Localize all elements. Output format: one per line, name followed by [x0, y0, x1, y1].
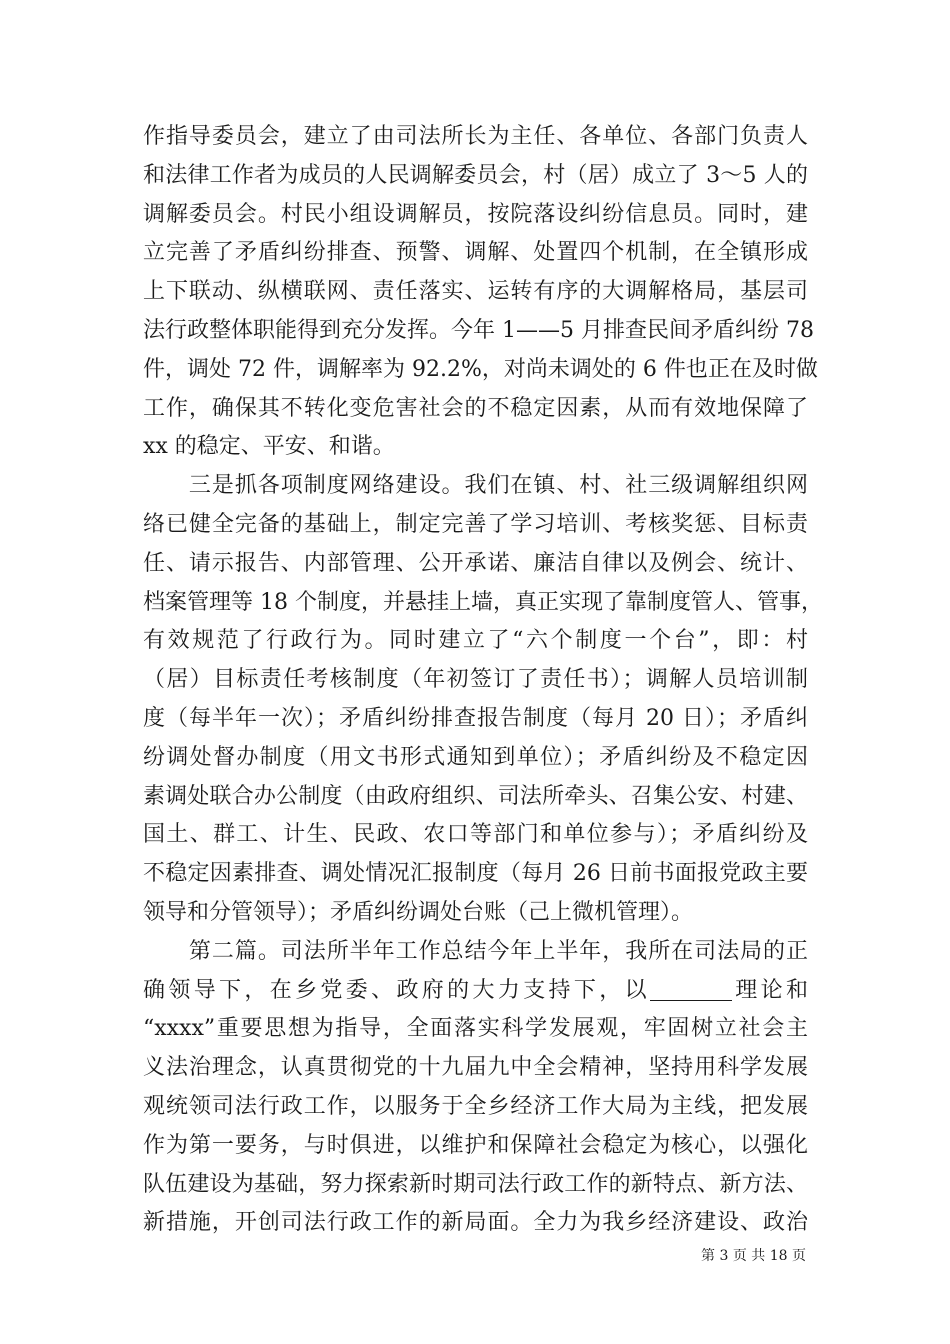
- text-line: 调解委员会。村民小组设调解员，按院落设纠纷信息员。同时，建: [143, 201, 808, 227]
- text-line-with-blank: [143, 972, 808, 1011]
- text-line: “xxxx”重要思想为指导，全面落实科学发展观，牢固树立社会主: [143, 1016, 808, 1042]
- text-line: 领导和分管领导）；矛盾纠纷调处台账（己上微机管理）。: [143, 899, 694, 925]
- text-line: 义法治理念，认真贯彻党的十九届九中全会精神，坚持用科学发展: [143, 1055, 808, 1081]
- blank-line-prefix: 确领导下，在乡党委、政府的大力支持下，以: [143, 977, 650, 1003]
- fill-in-blank: [650, 978, 732, 1001]
- text-line: 第二篇。司法所半年工作总结今年上半年，我所在司法局的正: [143, 938, 808, 964]
- text-line: 素调处联合办公制度（由政府组织、司法所牵头、召集公安、村建、: [143, 783, 808, 809]
- text-line: 度（每半年一次）；矛盾纠纷排查报告制度（每月 20 日）；矛盾纠: [143, 705, 808, 731]
- text-line: 任、请示报告、内部管理、公开承诺、廉洁自律以及例会、统计、: [143, 550, 808, 576]
- text-line: 国土、群工、计生、民政、农口等部门和单位参与）；矛盾纠纷及: [143, 822, 808, 848]
- text-line: 观统领司法行政工作，以服务于全乡经济工作大局为主线，把发展: [143, 1093, 808, 1119]
- blank-line-suffix: 理论和: [731, 977, 808, 1003]
- text-line: 队伍建设为基础，努力探索新时期司法行政工作的新特点、新方法、: [143, 1171, 808, 1197]
- text-line: （居）目标责任考核制度（年初签订了责任书）；调解人员培训制: [143, 667, 808, 693]
- text-line: xx 的稳定、平安、和谐。: [143, 434, 395, 460]
- text-line: 作为第一要务，与时俱进，以维护和保障社会稳定为核心，以强化: [143, 1132, 808, 1158]
- text-line: 法行政整体职能得到充分发挥。今年 1——5 月排查民间矛盾纠纷 78: [143, 317, 814, 343]
- text-line: 作指导委员会，建立了由司法所长为主任、各单位、各部门负责人: [143, 124, 808, 149]
- page-number: 第 3 页 共 18 页: [701, 1248, 806, 1264]
- text-line: 络已健全完备的基础上，制定完善了学习培训、考核奖惩、目标责: [143, 511, 808, 537]
- text-line: 件，调处 72 件，调解率为 92.2%，对尚未调处的 6 件也正在及时做: [143, 356, 818, 382]
- text-line: 立完善了矛盾纠纷排查、预警、调解、处置四个机制，在全镇形成: [143, 240, 808, 266]
- text-line: 新措施，开创司法行政工作的新局面。全力为我乡经济建设、政治: [143, 1210, 808, 1236]
- text-line: 三是抓各项制度网络建设。我们在镇、村、社三级调解组织网: [143, 473, 808, 499]
- text-line: 纷调处督办制度（用文书形式通知到单位）；矛盾纠纷及不稳定因: [143, 744, 808, 770]
- text-line: 有效规范了行政行为。同时建立了“六个制度一个台”，即：村: [143, 628, 808, 654]
- text-line: 上下联动、纵横联网、责任落实、运转有序的大调解格局，基层司: [143, 279, 808, 305]
- text-line: 不稳定因素排查、调处情况汇报制度（每月 26 日前书面报党政主要: [143, 861, 808, 887]
- text-line: 工作，确保其不转化变危害社会的不稳定因素，从而有效地保障了: [143, 395, 808, 421]
- document-body: [143, 118, 823, 1243]
- text-line: 和法律工作者为成员的人民调解委员会，村（居）成立了 3～5 人的: [143, 162, 808, 188]
- text-line: 档案管理等 18 个制度，并悬挂上墙，真正实现了靠制度管人、管事，: [143, 589, 823, 615]
